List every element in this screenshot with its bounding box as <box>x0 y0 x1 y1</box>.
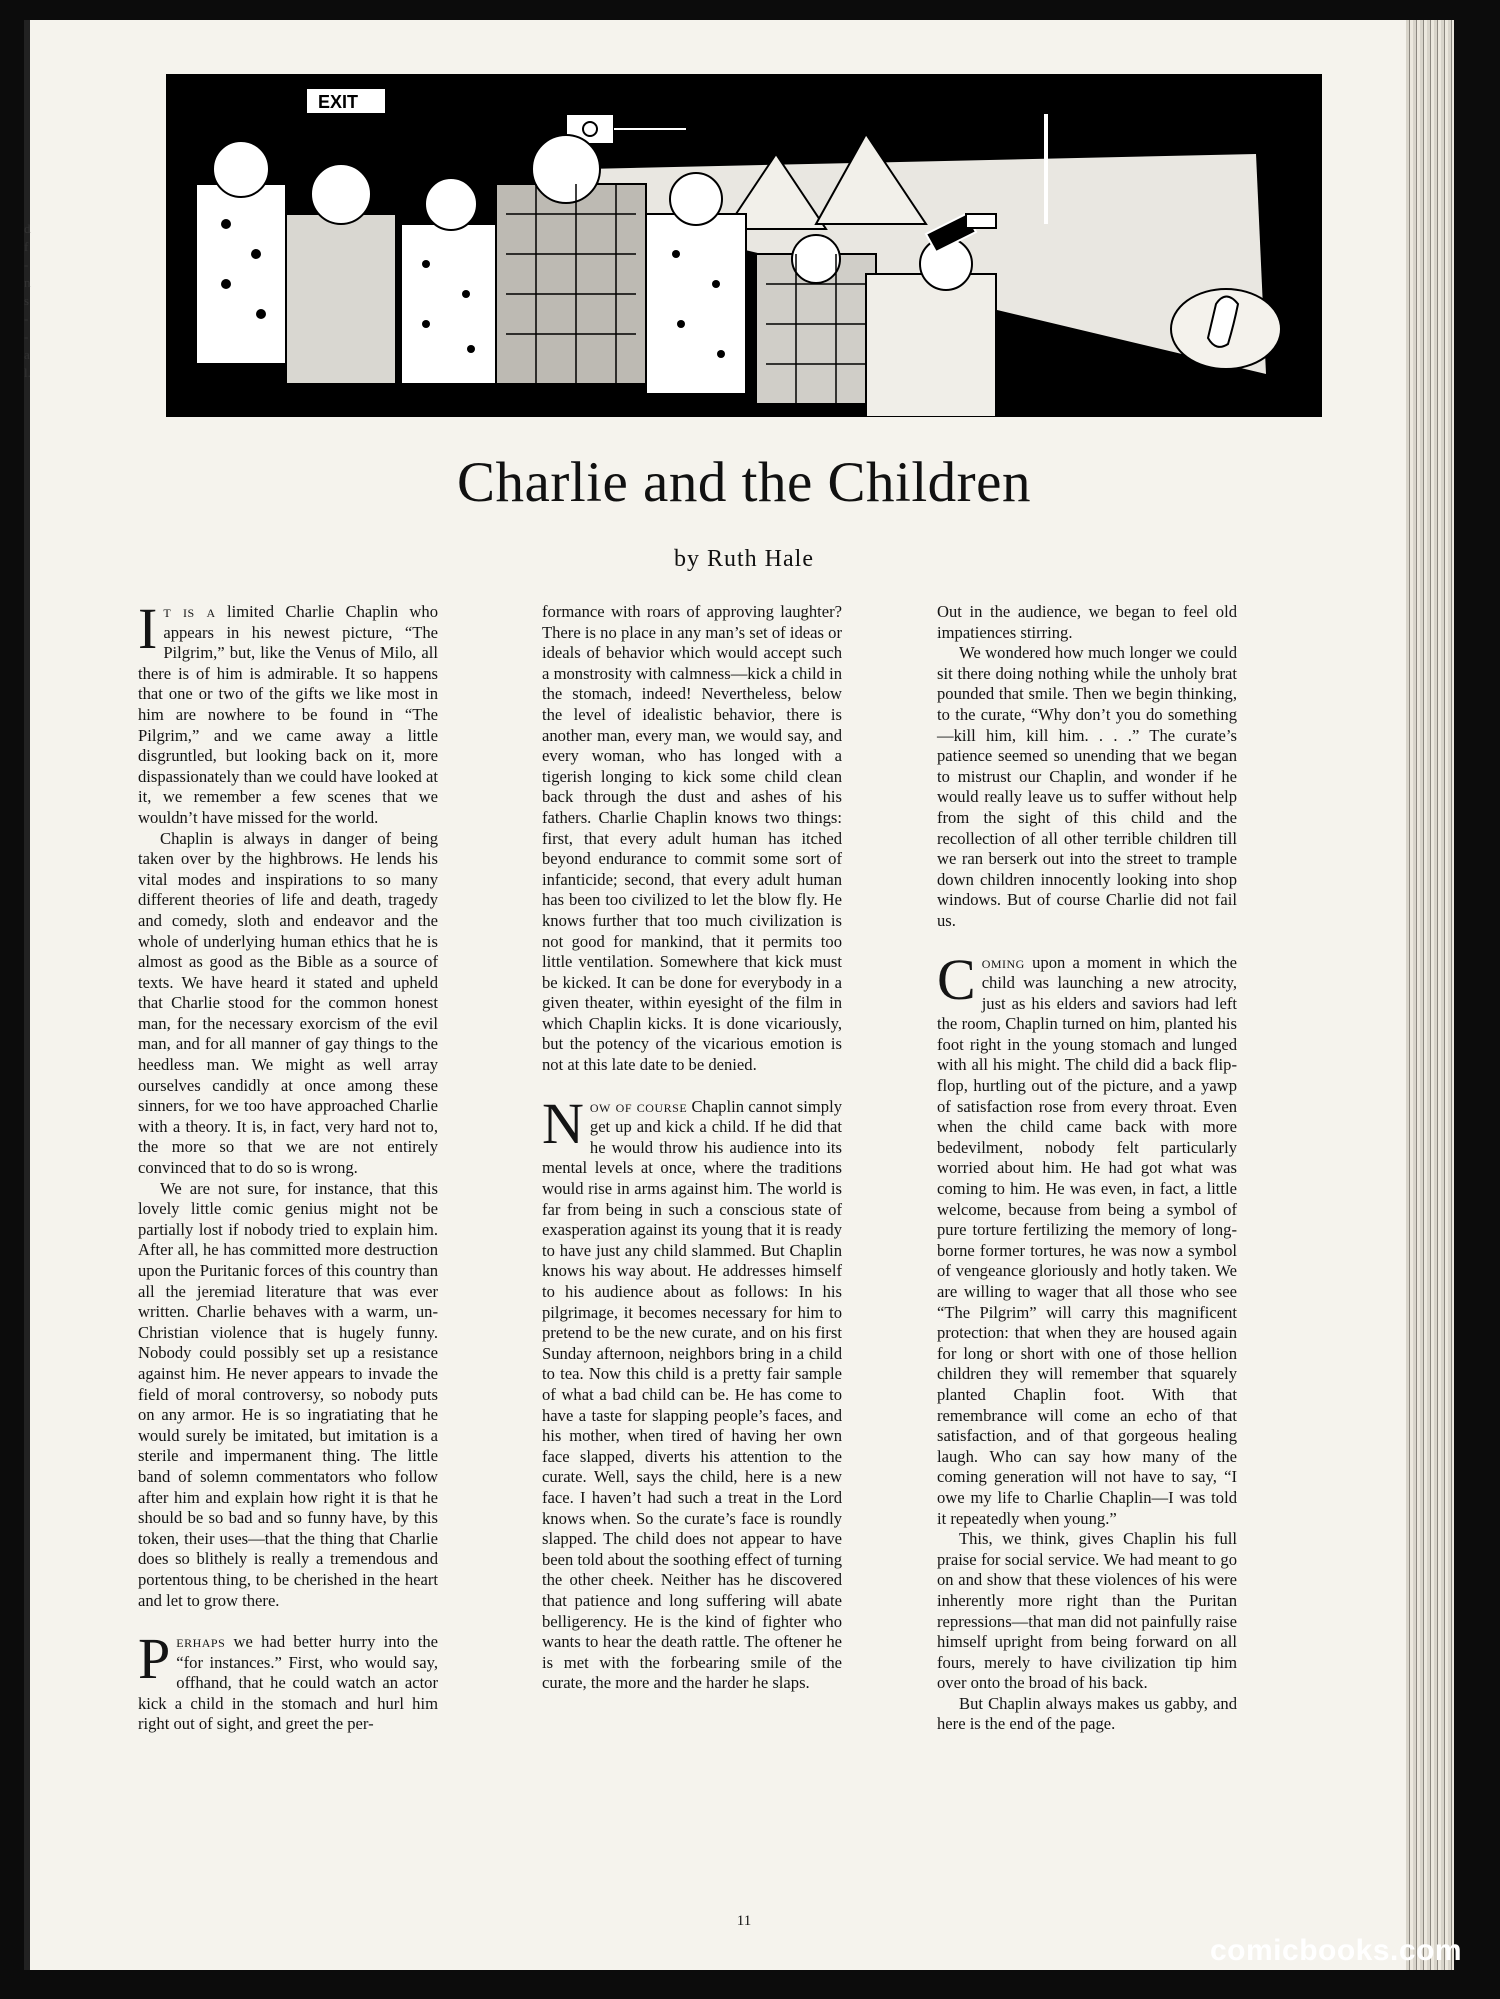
paragraph: We are not sure, for instance, that this lovely little comic genius might not be partially lost if nobody tried to explain him. After all, he has committed more destruction upon the Puritanic forces of this country than all the jeremiad literature that was ever written. Charlie behaves with a warm, un-Christian violence that is hugely funny. Nobody could possibly set up a resistance against him. He never appears to invade the field of moral controversy, so nobody puts on any armor. He is so ingratiating that he would surely be imitated, but imitation is a sterile and impermanent thing. The little band of solemn commentators who follow after him and explain how right it is that he should be so bad and so funny have, by this token, their uses—that the thing that Charlie does so blithely is really a tremendous and portentous thing, to be cherished in the heart and let to grow there. <box>138 1178 439 1610</box>
paragraph: Chaplin is always in danger of being taken over by the highbrows. He lends his vital modes and inspirations to so many different theories of life and death, tragedy and comedy, sloth and endeavor and the whole of underlying human ethics that he is almost as good as the Bible as a source of texts. We have heard it stated and upheld that Charlie stood for the common honest man, for the necessary exorcism of the evil man, and for all manner of gay things to the heedless man. We might as well array ourselves candidly at once among these sinners, for we too have approached Charlie with a theory. It is, in fact, very hard not to, the more so that we are not entirely convinced that to do so is wrong. <box>138 828 438 1178</box>
watermark: comicbooks.com <box>1210 1934 1463 1967</box>
article-title: Charlie and the Children <box>457 451 1031 514</box>
drop-cap: N <box>542 1090 584 1156</box>
paragraph: Coming upon a moment in which the child was launching a new atrocity, just as his elders and saviors had left the room, Chaplin turned on him, planted his foot right in the young stomach and lunged with all his might. The child did a back flip-flop, hurtling out of the picture, and a yawp of satisfaction rose from every throat. Even when the child came back with more bedevilment, nobody felt particularly worried about him. He had got what was coming to him. He was even, in fact, a little welcome, because from being a symbol of pure torture fertilizing the memory of long-borne former tortures, he was now a symbol of vengeance gloriously and hotly taken. We are willing to wager that all those who see “The Pilgrim” will carry this magnificent protection: that when they are housed again for long or short with one of those hellion children they will remember that squarely planted Chaplin foot. With that remembrance will come an echo of that satisfaction, and of that gorgeous healing laugh. Who can say how many of the coming generation will not have to say, “I owe my life to Charlie Chaplin—I was told it repeatedly when young.” <box>937 946 1237 1528</box>
paragraph: We wondered how much longer we could sit there doing nothing while the unholy brat pounded that smile. Then we begin thinking, to the curate, “Why don’t you do something—kill him, kill him. . . .” The curate’s patience seemed so unending that we began to mistrust our Chaplin, and wonder if he would really leave us to suffer without help from the sight of this child and the recollection of all other terrible children till we ran berserk out into the street to trample down children innocently looking into shop windows. But of course Charlie did not fail us. <box>937 643 1237 930</box>
paragraph: This, we think, gives Chaplin his full praise for social service. We had meant to go on and show that these violences of his were inherently more right than the Puritan repressions—that man did not painfully raise himself upright from being forward on all fours, merely to have civilization tip him over onto the broad of his back. <box>937 1529 1237 1693</box>
drop-cap: P <box>138 1626 171 1692</box>
paragraph: Out in the audience, we began to feel old impatiences stirring. <box>937 602 1237 642</box>
previous-page-margin-text: d f - n s - - a l. <box>24 221 31 380</box>
paragraph: It is a limited Charlie Chaplin who appears in his newest picture, “The Pilgrim,” but, like the Venus of Milo, all there is of him is admirable. It so happens that one or two of the gifts we like most in him are nowhere to be found in “The Pilgrim,” and we came away a little disgruntled, but looking back on it, more dispassionately than we could have looked at it, we remember a few scenes that we wouldn’t have missed for the world. <box>138 596 438 827</box>
book-spine-edge <box>1406 20 1454 1970</box>
paragraph: Perhaps we had better hurry into the “for instances.” First, who would say, offhand, that he could watch an actor kick a child in the stomach and hurl him right out of sight, and greet the per- <box>138 1626 438 1734</box>
article-column-1 <box>138 596 439 1735</box>
magazine-page <box>24 20 1454 1970</box>
page-number: 11 <box>736 1913 752 1929</box>
artist-signature: H.P. <box>536 401 557 415</box>
theater-audience-illustration <box>166 74 1322 417</box>
drop-cap: I <box>138 596 158 661</box>
byline: by Ruth Hale <box>674 546 814 572</box>
paragraph: formance with roars of approving laughter? There is no place in any man’s set of ideas or ideals of behavior which would accept such a monstrosity with calmness—kick a child in the stomach, indeed! Nevertheless, below the level of idealistic behavior, there is another man, every man, we would say, and every woman, who has longed with a tigerish longing to kick some child clean back through the dust and ashes of his fathers. Charlie Chaplin knows two things: first, that every adult human has itched beyond endurance to commit some sort of infanticide; second, that every adult human has been too civilized to let the blow fly. He knows further that too much civilization is not good for mankind, that it permits too little ventilation. Somewhere that kick must be kicked. It can be done for everybody in a given theater, within eyesight of the film in which Chaplin kicks. It is done vicariously, but the potency of the vicarious emotion is not at this late date to be denied. <box>542 602 842 1075</box>
article-column-2 <box>542 602 842 1694</box>
drop-cap: C <box>937 946 976 1012</box>
paragraph: But Chaplin always makes us gabby, and here is the end of the page. <box>937 1693 1237 1734</box>
article-column-3 <box>937 602 1237 1735</box>
paragraph: Now of course Chaplin cannot simply get up and kick a child. If he did that he would throw his audience into its mental levels at once, where the traditions would rise in arms against him. The world is far from being in such a conscious state of exasperation against its young that it is ready to have just any child slammed. But Chaplin knows his way about. He addresses himself to his audience about as follows: In his pilgrimage, it becomes necessary for him to pretend to be the new curate, and on his first Sunday afternoon, neighbors bring in a child to tea. Now this child is a pretty fair sample of what a bad child can be. He has come to have a taste for slapping people’s faces, and his mother, when tired of having her own face slapped, diverts his attention to the curate. Well, says the child, here is a new face. I haven’t had such a treat in the Lord knows when. So the curate’s face is roundly slapped. The child does not appear to have been told about the soothing effect of turning the other cheek. Neither has he discovered that patience and long suffering will abate belligerency. He is the kind of fighter who wants to hear the death rattle. The oftener he is met with the forbearing smile of the curate, the more and the harder he slaps. <box>542 1090 842 1693</box>
exit-sign-text: EXIT <box>318 92 359 112</box>
